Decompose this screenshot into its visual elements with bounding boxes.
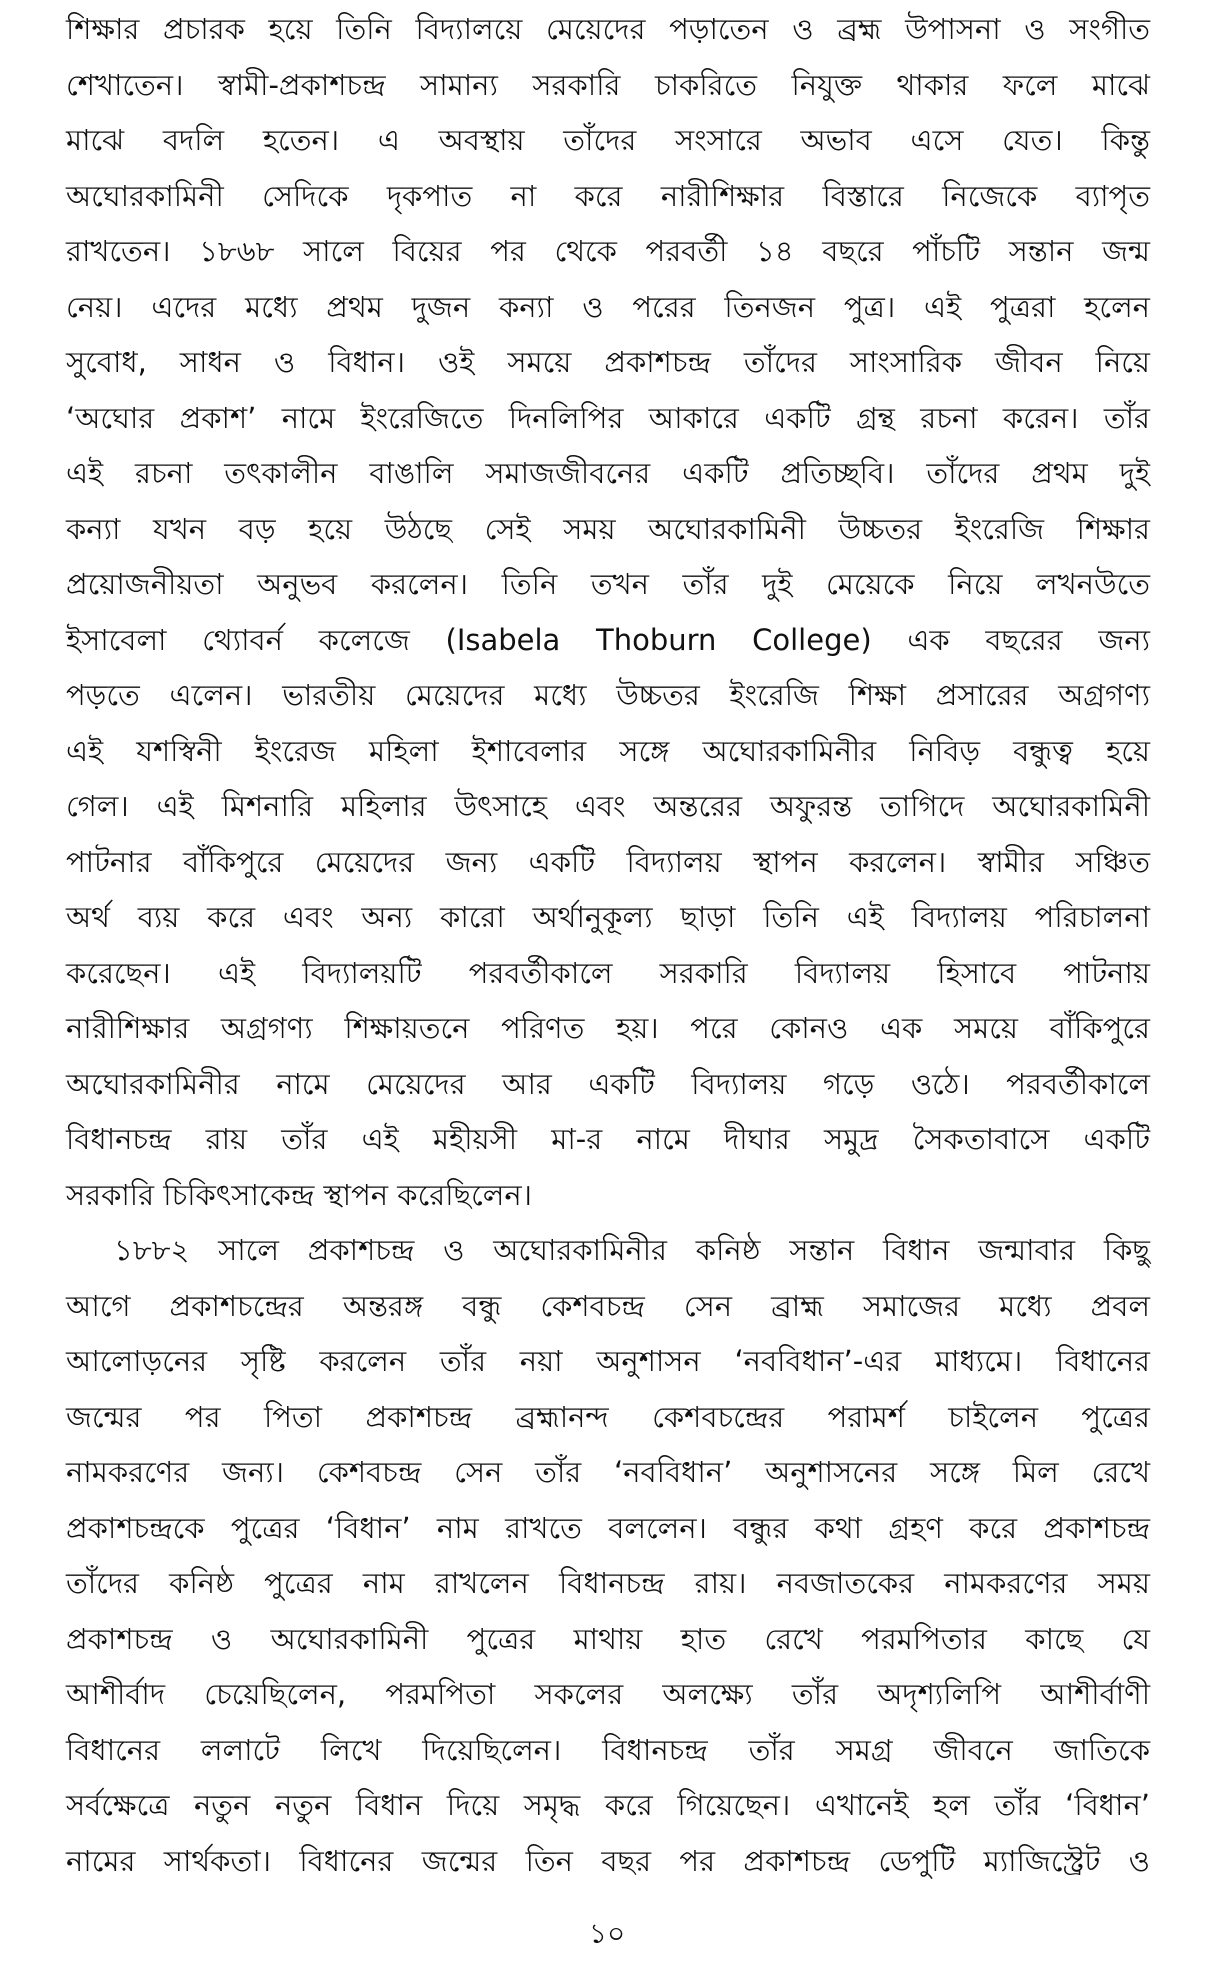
text-line: মাঝে বদলি হতেন। এ অবস্থায় তাঁদের সংসারে অভাব এসে যেত। কিন্তু [66, 123, 1150, 157]
text-line: ‘অঘোর প্রকাশ’ নামে ইংরেজিতে দিনলিপির আকারে একটি গ্রন্থ রচনা করেন। তাঁর [66, 400, 1150, 435]
text-line: প্রয়োজনীয়তা অনুভব করলেন। তিনি তখন তাঁর দুই মেয়েকে নিয়ে লখনউতে [66, 567, 1150, 601]
text-line: করেছেন। এই বিদ্যালয়টি পরবর্তীকালে সরকারি বিদ্যালয় হিসাবে পাটনায় [66, 955, 1150, 990]
text-line: তাঁদের কনিষ্ঠ পুত্রের নাম রাখলেন বিধানচন্দ্র রায়। নবজাতকের নামকরণের সময় [66, 1566, 1150, 1600]
text-line: শিক্ষার প্রচারক হয়ে তিনি বিদ্যালয়ে মেয়েদের পড়াতেন ও ব্রহ্ম উপাসনা ও সংগীত [66, 12, 1150, 46]
text-line: এই যশস্বিনী ইংরেজ মহিলা ইশাবেলার সঙ্গে অঘোরকামিনীর নিবিড় বন্ধুত্ব হয়ে [66, 733, 1150, 768]
text-line: শেখাতেন। স্বামী-প্রকাশচন্দ্র সামান্য সরকারি চাকরিতে নিযুক্ত থাকার ফলে মাঝে [66, 67, 1150, 102]
text-line: পড়তে এলেন। ভারতীয় মেয়েদের মধ্যে উচ্চতর ইংরেজি শিক্ষা প্রসারের অগ্রগণ্য [66, 678, 1150, 712]
text-line: এই রচনা তৎকালীন বাঙালি সমাজজীবনের একটি প্রতিচ্ছবি। তাঁদের প্রথম দুই [66, 456, 1150, 490]
text-line: নামকরণের জন্য। কেশবচন্দ্র সেন তাঁর ‘নববিধান’ অনুশাসনের সঙ্গে মিল রেখে [66, 1455, 1150, 1489]
text-line: অঘোরকামিনী সেদিকে দৃকপাত না করে নারীশিক্ষার বিস্তারে নিজেকে ব্যাপৃত [66, 178, 1150, 213]
text-line: পাটনার বাঁকিপুরে মেয়েদের জন্য একটি বিদ্যালয় স্থাপন করলেন। স্বামীর সঞ্চিত [66, 844, 1150, 879]
text-line: আলোড়নের সৃষ্টি করলেন তাঁর নয়া অনুশাসন ‘নববিধান’-এর মাধ্যমে। বিধানের [66, 1344, 1150, 1378]
text-line: গেল। এই মিশনারি মহিলার উৎসাহে এবং অন্তরের অফুরন্ত তাগিদে অঘোরকামিনী [66, 789, 1150, 823]
text-line: সুবোধ, সাধন ও বিধান। ওই সময়ে প্রকাশচন্দ্র তাঁদের সাংসারিক জীবন নিয়ে [66, 345, 1150, 379]
text-line: অর্থ ব্যয় করে এবং অন্য কারো অর্থানুকূল্য ছাড়া তিনি এই বিদ্যালয় পরিচালনা [66, 900, 1150, 934]
text-line: অঘোরকামিনীর নামে মেয়েদের আর একটি বিদ্যালয় গড়ে ওঠে। পরবর্তীকালে [66, 1066, 1150, 1101]
text-line: নেয়। এদের মধ্যে প্রথম দুজন কন্যা ও পরের তিনজন পুত্র। এই পুত্ররা হলেন [66, 289, 1150, 324]
text-line: প্রকাশচন্দ্রকে পুত্রের ‘বিধান’ নাম রাখতে বললেন। বন্ধুর কথা গ্রহণ করে প্রকাশচন্দ্র [66, 1510, 1150, 1545]
text-line: রাখতেন। ১৮৬৮ সালে বিয়ের পর থেকে পরবর্তী ১৪ বছরে পাঁচটি সন্তান জন্ম [66, 234, 1150, 268]
text-line: ১৮৮২ সালে প্রকাশচন্দ্র ও অঘোরকামিনীর কনিষ্ঠ সন্তান বিধান জন্মাবার কিছু [114, 1233, 1150, 1267]
text-line: প্রকাশচন্দ্র ও অঘোরকামিনী পুত্রের মাথায় হাত রেখে পরমপিতার কাছে যে [66, 1621, 1150, 1656]
page-body [66, 2, 1150, 1889]
text-line: বিধানের ললাটে লিখে দিয়েছিলেন। বিধানচন্দ্র তাঁর সমগ্র জীবনে জাতিকে [66, 1732, 1150, 1767]
text-line: আগে প্রকাশচন্দ্রের অন্তরঙ্গ বন্ধু কেশবচন্দ্র সেন ব্রাহ্ম সমাজের মধ্যে প্রবল [66, 1288, 1150, 1323]
text-line: নামের সার্থকতা। বিধানের জন্মের তিন বছর পর প্রকাশচন্দ্র ডেপুটি ম্যাজিস্ট্রেট ও [66, 1843, 1150, 1878]
text-line: আশীর্বাদ চেয়েছিলেন, পরমপিতা সকলের অলক্ষ্যে তাঁর অদৃশ্যলিপি আশীর্বাণী [66, 1677, 1150, 1711]
text-line: ইসাবেলা থ্যোবর্ন কলেজে (Isabela Thoburn College) এক বছরের জন্য [66, 622, 1150, 657]
text-line: জন্মের পর পিতা প্রকাশচন্দ্র ব্রহ্মানন্দ কেশবচন্দ্রের পরামর্শ চাইলেন পুত্রের [66, 1399, 1150, 1434]
text-line: কন্যা যখন বড় হয়ে উঠছে সেই সময় অঘোরকামিনী উচ্চতর ইংরেজি শিক্ষার [66, 511, 1150, 546]
text-line: নারীশিক্ষার অগ্রগণ্য শিক্ষায়তনে পরিণত হয়। পরে কোনও এক সময়ে বাঁকিপুরে [66, 1011, 1150, 1045]
text-line: বিধানচন্দ্র রায় তাঁর এই মহীয়সী মা-র নামে দীঘার সমুদ্র সৈকতাবাসে একটি [66, 1122, 1150, 1156]
page-number: ১০ [588, 1917, 626, 1950]
text-line: সরকারি চিকিৎসাকেন্দ্র স্থাপন করেছিলেন। [66, 1177, 533, 1212]
text-line: সর্বক্ষেত্রে নতুন নতুন বিধান দিয়ে সমৃদ্ধ করে গিয়েছেন। এখানেই হল তাঁর ‘বিধান’ [66, 1788, 1150, 1822]
